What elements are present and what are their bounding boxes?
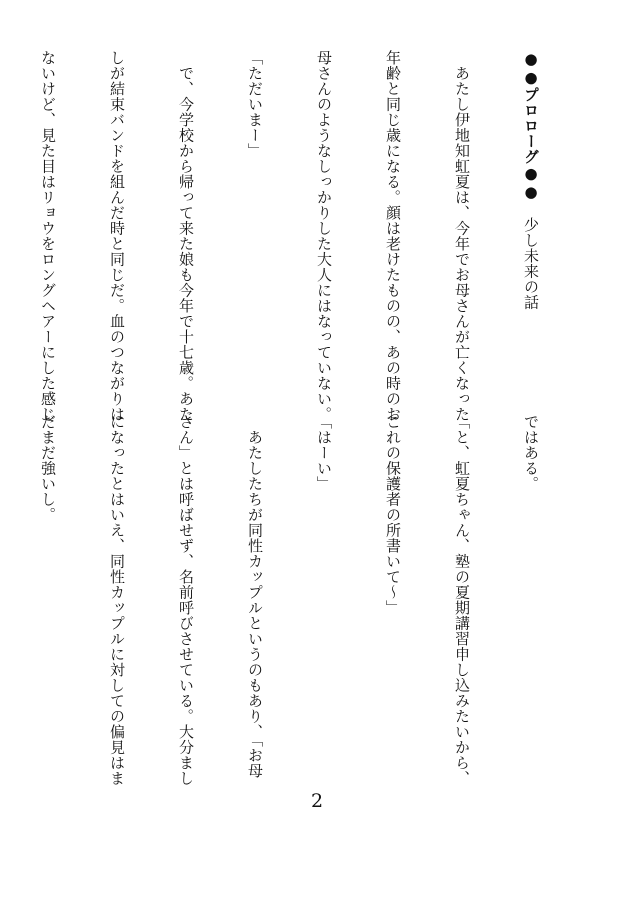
text-line: だまだ強いし。	[39, 414, 57, 523]
text-line: これの保護者の所書いて～」	[384, 414, 402, 616]
text-line: しが結束バンドを組んだ時と同じだ。血のつながりは	[108, 50, 126, 422]
text-line: になったとはいえ、同性カップルに対しての偏見はま	[108, 414, 126, 786]
text-block-bottom	[39, 414, 588, 786]
text-line: あたし伊地知虹夏は、今年でお母さんが亡くなった	[453, 50, 471, 422]
text-line: ではある。	[522, 414, 540, 492]
text-line: あたしたちが同性カップルというのもあり、「お母	[246, 414, 264, 779]
text-line: で、今学校から帰って来た娘も今年で十七歳。あた	[177, 50, 195, 422]
text-line: 「はーい」	[315, 414, 333, 492]
chapter-marker: ●●プロローグ●●	[522, 50, 540, 202]
page-number: 2	[310, 790, 324, 812]
text-line: 「ただいまー」	[246, 50, 264, 159]
text-line: 「と、虹夏ちゃん、塾の夏期講習申し込みたいから、	[453, 414, 471, 786]
text-line: 母さんのようなしっかりした大人にはなっていない。	[315, 50, 333, 422]
text-line: ないけど、見た目はリョウをロングヘアーにした感じ	[39, 50, 57, 422]
chapter-heading	[519, 50, 542, 390]
chapter-subtitle: 少し未来の話	[522, 217, 540, 310]
text-line: 年齢と同じ歳になる。顔は老けたものの、あの時のお	[384, 50, 402, 422]
text-line: さん」とは呼ばせず、名前呼びさせている。大分まし	[177, 414, 195, 786]
text-block-top	[39, 50, 588, 422]
